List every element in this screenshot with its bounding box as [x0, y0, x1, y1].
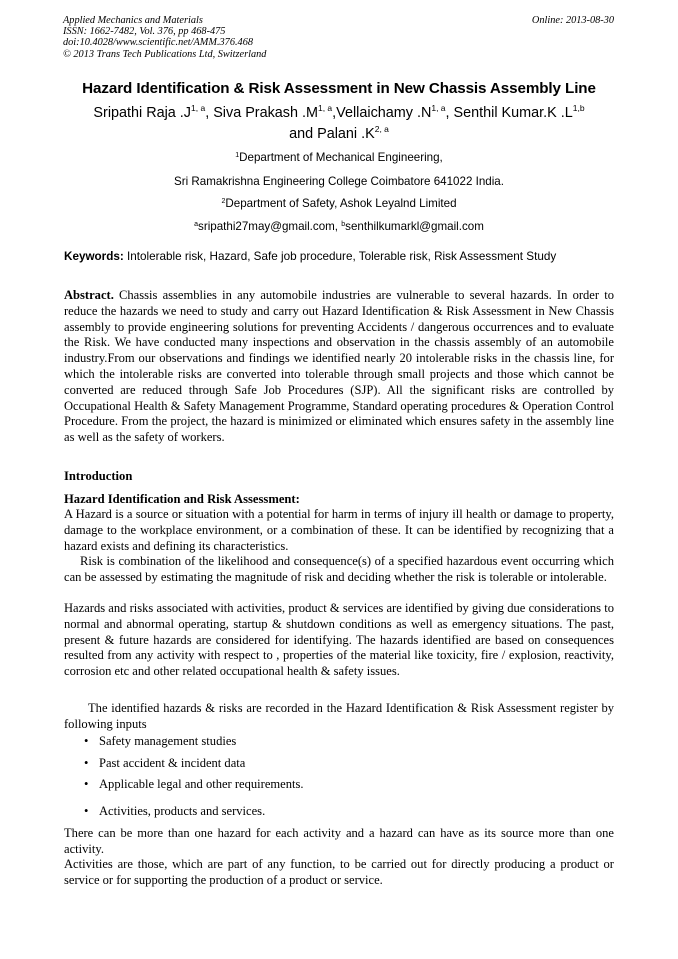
list-item-text: Safety management studies [99, 734, 237, 748]
copyright-line: © 2013 Trans Tech Publications Ltd, Switzerland [63, 48, 267, 60]
email-sup: b [341, 221, 346, 229]
bullet-icon: • [84, 734, 89, 748]
author-joiner: and [289, 126, 314, 142]
author-affil-sup: 1, a [191, 103, 206, 113]
subsection-heading: Hazard Identification and Risk Assessment: [64, 492, 300, 506]
paragraph: Activities are those, which are part of any function, to be carried out for directly producing a product or service or for supporting the production of a product or service. [64, 857, 614, 887]
author-list: Sripathi Raja $.J^{1, a}$, Siva Prakash $.M^{1, a},Vellaichamy$ $.N^{1, a}$, Senthil Kumar.K $.L^{1,b}$ and Palani $.K^{2, a}$ [93, 103, 585, 142]
author-affil-sup: 1,b [572, 103, 585, 113]
author-name: Palani .K [317, 126, 375, 142]
doi-line: doi:10.4028/www.scientific.net/AMM.376.468 [63, 37, 253, 49]
list-item [84, 803, 304, 825]
affiliations [0, 147, 678, 240]
affil-dept: Department of Safety, Ashok Leyalnd Limited [225, 196, 457, 210]
author-name: Siva Prakash .M [213, 105, 318, 121]
author-affil-sup: 1, a [431, 103, 446, 113]
list-item [84, 776, 304, 798]
list-item-text: Past accident & incident data [99, 755, 246, 770]
abstract-label: Abstract. [64, 288, 114, 302]
affil-sup: 2 [221, 197, 226, 205]
journal-name: Applied Mechanics and Materials [63, 15, 203, 26]
list-item-text: Applicable legal and other requirements. [99, 777, 304, 791]
email-b: senthilkumarkl@gmail.com [345, 220, 484, 234]
keywords [64, 250, 556, 264]
online-date: Online: 2013-08-30 [531, 15, 614, 26]
bullet-icon: • [84, 755, 89, 770]
paragraph: Risk is combination of the likelihood and consequence(s) of a specified hazardous event occurring which can be assessed by estimating the magnitude of risk and deciding whether the risk is tolerable or intolerable. [64, 554, 614, 584]
list-item-text: Activities, products and services. [99, 803, 266, 818]
affil-sup: 1 [235, 152, 240, 159]
paragraph: There can be more than one hazard for each activity and a hazard can have as its source more than one activity. [64, 826, 614, 856]
affiliation-2 [0, 193, 678, 217]
affiliation-1 [0, 147, 678, 171]
input-list [84, 733, 304, 824]
author-name: Senthil Kumar.K .L [453, 105, 573, 121]
author-name: Vellaichamy .N [336, 105, 432, 121]
abstract-text: Chassis assemblies in any automobile industries are vulnerable to several hazards. In order to reduce the hazards we need to study and carry out Hazard Identification & Risk Assessment in New Chassis assembly to provide engineering solutions for preventing Accidents / dangerous occurrences and to evaluate the Risk. We have conducted many inspections and observation in the chassis assembly of an automobile industry.From our observations and findings we identified nearly 20 intolerable risks in the chassis line, for which the intolerable risks are converted into tolerable through small projects and those which cannot be converted are reduced through Safe Job Procedures (SJP). All the significant risks are controlled by Occupational Health & Safety Management Programme, Standard operating procedures & Operation Control Procedure. From the project, the hazard is minimized or eliminated which ensures safety in the assembly line as well as the safety of workers. [64, 288, 614, 445]
abstract [64, 288, 614, 446]
paragraph: Hazards and risks associated with activities, product & services are identified by giving due considerations to normal and abnormal operating, startup & shutdown conditions as well as emergency situations. The past, present & future hazards are considered for identifying. The hazards identified are based on consequences resulted from any activity with respect to , properties of the material like toxicity, fire / explosion, reactivity, corrosion etc and other related occupational health & safety issues. [64, 601, 614, 679]
affil-dept: Department of Mechanical Engineering, [239, 151, 443, 164]
bullet-icon: • [84, 777, 89, 791]
list-item [84, 733, 304, 755]
keywords-label: Keywords: [64, 250, 124, 263]
list-item [84, 755, 304, 777]
affiliation-college: Sri Ramakrishna Engineering College Coimbatore 641022 India. [174, 174, 504, 188]
journal-header [63, 15, 266, 60]
email-a: sripathi27may@gmail.com, [198, 220, 339, 234]
paper-title: Hazard Identification & Risk Assessment in New Chassis Assembly Line [82, 80, 596, 97]
author-emails [0, 216, 678, 240]
email-sup: a [194, 221, 199, 229]
bullet-icon: • [84, 803, 89, 818]
author-affil-sup: 1, a [317, 103, 333, 113]
paragraph: The identified hazards & risks are recorded in the Hazard Identification & Risk Assessment register by following inputs [64, 701, 614, 731]
author-name: Sripathi Raja .J [93, 105, 192, 121]
keywords-text: Intolerable risk, Hazard, Safe job procedure, Tolerable risk, Risk Assessment Study [127, 250, 557, 263]
issn-line: ISSN: 1662-7482, Vol. 376, pp 468-475 [63, 26, 226, 38]
author-affil-sup: 2, a [374, 124, 389, 134]
section-heading-introduction: Introduction [64, 469, 133, 483]
paragraph: A Hazard is a source or situation with a potential for harm in terms of injury ill health or damage to property, damage to the workplace environment, or a combination of these. It can be identified by recognizing that a hazard exists and defining its characteristics. [64, 507, 614, 553]
